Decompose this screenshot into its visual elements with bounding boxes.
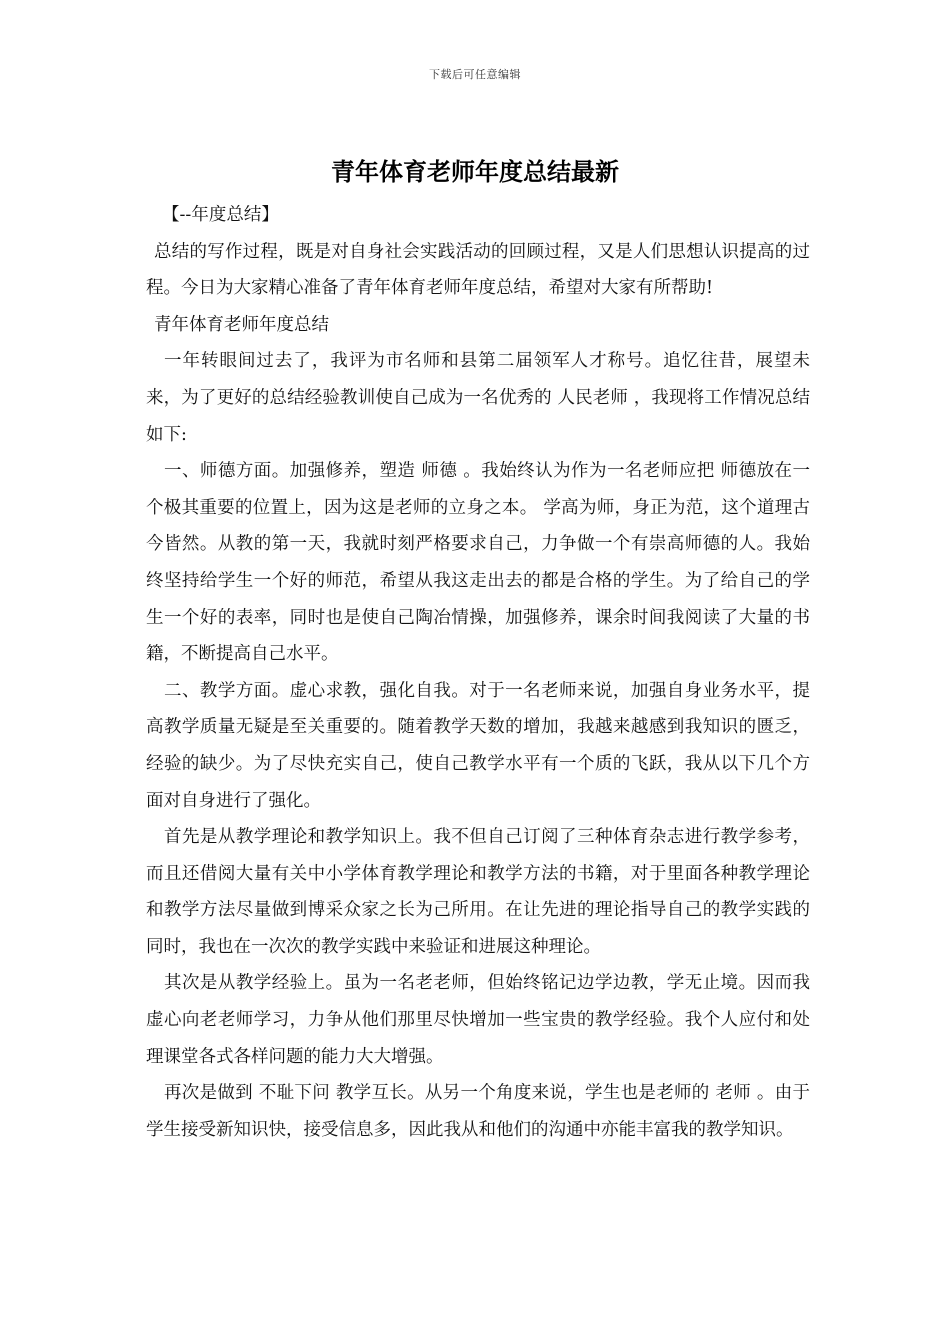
intro-paragraph: 总结的写作过程，既是对自身社会实践活动的回顾过程，又是人们思想认识提高的过程。今日为大家精心准备了青年体育老师年度总结，希望对大家有所帮助! — [146, 241, 810, 299]
header-note: 下载后可任意编辑 — [429, 68, 521, 81]
body-paragraph: 首先是从教学理论和教学知识上。我不但自己订阅了三种体育杂志进行教学参考，而且还借阅大量有关中小学体育教学理论和教学方法的书籍，对于里面各种教学理论和教学方法尽量做到博采众家之长为己所用。在让先进的理论指导自己的教学实践的同时，我也在一次次的教学实践中来验证和进展这种理论。 — [146, 827, 810, 957]
section-heading: 青年体育老师年度总结 — [154, 314, 329, 335]
body-paragraph: 一年转眼间过去了，我评为市名师和县第二届领军人才称号。追忆往昔，展望未来，为了更好的总结经验教训使自己成为一名优秀的 人民老师 ，我现将工作情况总结如下: — [146, 351, 810, 445]
document-body — [146, 197, 810, 1148]
category-tag: 【--年度总结】 — [162, 205, 279, 225]
body-paragraph: 再次是做到 不耻下问 教学互长。从另一个角度来说，学生也是老师的 老师 。由于学生接受新知识快，接受信息多，因此我从和他们的沟通中亦能丰富我的教学知识。 — [146, 1083, 810, 1140]
body-paragraph: 其次是从教学经验上。虽为一名老老师，但始终铭记边学边教，学无止境。因而我虚心向老老师学习，力争从他们那里尽快增加一些宝贵的教学经验。我个人应付和处理课堂各式各样问题的能力大大增强。 — [146, 973, 810, 1067]
page-title: 青年体育老师年度总结最新 — [331, 157, 619, 186]
body-paragraph: 二、教学方面。虚心求教，强化自我。对于一名老师来说，加强自身业务水平，提高教学质量无疑是至关重要的。随着教学天数的增加，我越来越感到我知识的匮乏，经验的缺少。为了尽快充实自己，使自己教学水平有一个质的飞跃，我从以下几个方面对自身进行了强化。 — [146, 680, 810, 811]
body-paragraph: 一、师德方面。加强修养，塑造 师德 。我始终认为作为一名老师应把 师德放在一个极其重要的位置上，因为这是老师的立身之本。 学高为师，身正为范，这个道理古今皆然。从教的第一天，我就时刻严格要求自己，力争做一个有崇高师德的人。我始终坚持给学生一个好的师范，希望从我这走出去的都是合格的学生。为了给自己的学生一个好的表率，同时也是使自己陶冶情操，加强修养，课余时间我阅读了大量的书籍，不断提高自己水平。 — [146, 461, 810, 665]
